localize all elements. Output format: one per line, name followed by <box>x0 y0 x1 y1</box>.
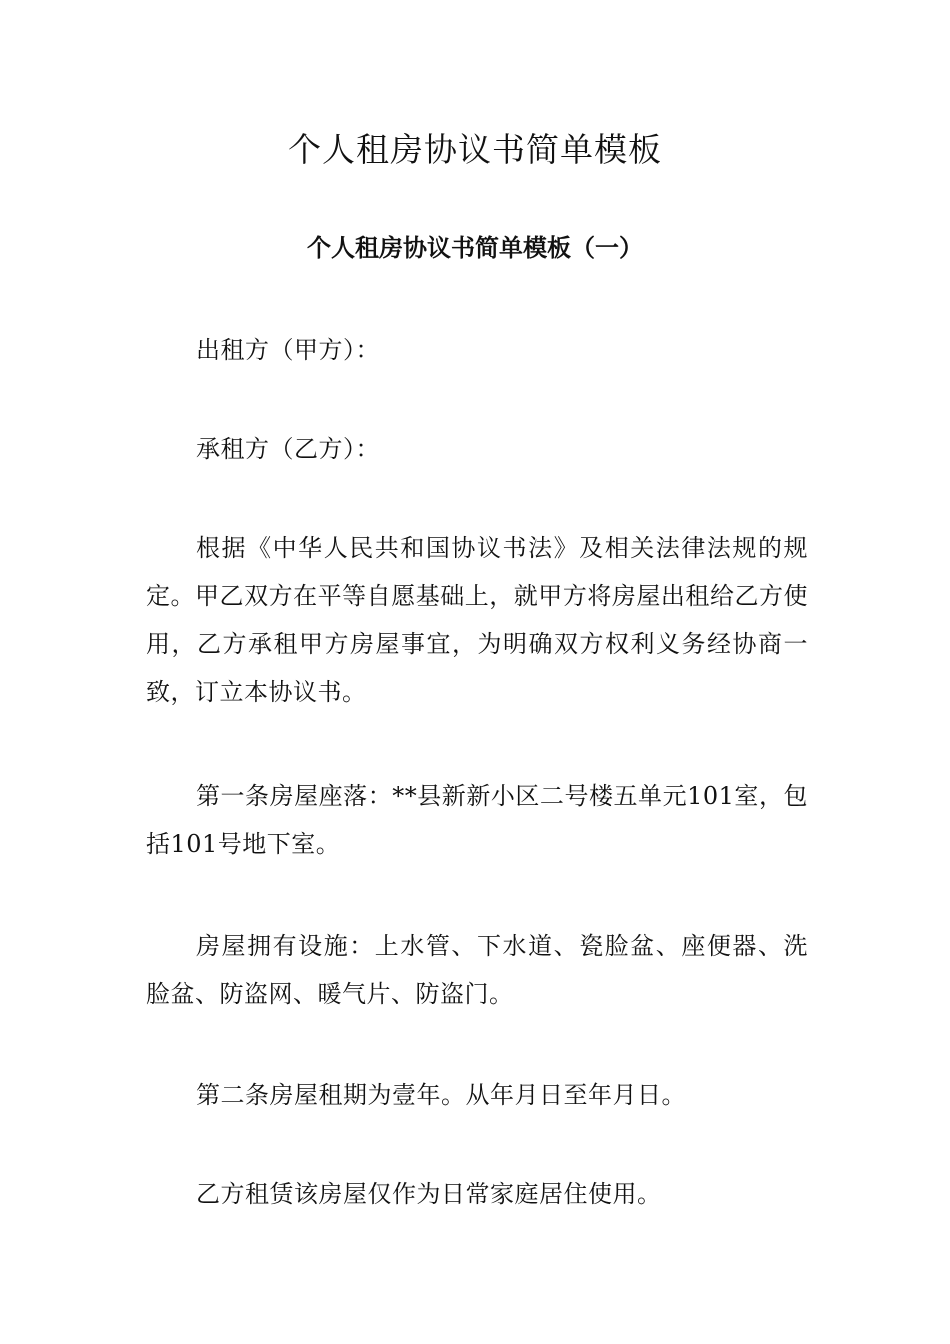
lessor-line: 出租方（甲方）： <box>196 336 380 364</box>
lessee-line: 承租方（乙方）： <box>196 435 380 463</box>
article-2-term: 第二条房屋租期为壹年。从年月日至年月日。 <box>196 1081 686 1109</box>
preamble-paragraph: 根据《中华人民共和国协议书法》及相关法律法规的规定。甲乙双方在平等自愿基础上，就甲方将房屋出租给乙方使用，乙方承租甲方房屋事宜，为明确双方权利义务经协商一致，订立本协议书。 <box>146 534 808 706</box>
document-title: 个人租房协议书简单模板 <box>288 130 662 169</box>
document-subtitle: 个人租房协议书简单模板（一） <box>307 233 643 262</box>
facilities-paragraph: 房屋拥有设施：上水管、下水道、瓷脸盆、座便器、洗脸盆、防盗网、暖气片、防盗门。 <box>146 932 808 1008</box>
article-1-location: 第一条房屋座落：**县新新小区二号楼五单元101室，包括101号地下室。 <box>146 782 808 858</box>
usage-paragraph: 乙方租赁该房屋仅作为日常家庭居住使用。 <box>196 1180 662 1208</box>
